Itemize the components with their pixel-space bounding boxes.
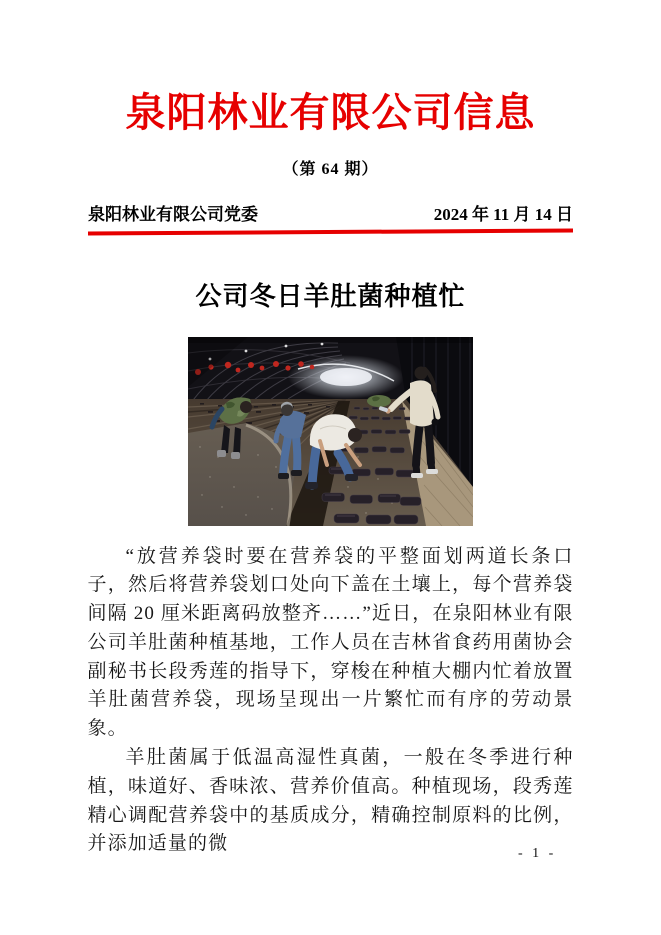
newsletter-header: [0, 0, 661, 234]
article-paragraph-2: 羊肚菌属于低温高湿性真菌，一般在冬季进行种植，味道好、香味浓、营养价值高。种植现场，段秀莲精心调配营养袋中的基质成分，精确控制原料的比例，并添加适量的微: [87, 747, 574, 855]
article-title: 公司冬日羊肚菌种植忙: [195, 281, 466, 311]
meta-row: [88, 200, 573, 225]
publish-date: 2024 年 11 月 14 日: [433, 205, 573, 224]
newsletter-title: 泉阳林业有限公司信息: [125, 90, 536, 135]
article-paragraph-1: “放营养袋时要在营养袋的平整面划两道长条口子，然后将营养袋划口处向下盖在土壤上，每个营养袋间隔 20 厘米距离码放整齐……”近日，在泉阳林业有限公司羊肚菌种植基地，工作人员在吉林省食药用菌协会副秘书长段秀莲的指导下，穿梭在种植大棚内忙着放置羊肚菌营养袋，现场呈现出一片繁忙而有序的劳动景象。: [87, 545, 574, 740]
worker-green-kneeling: [367, 395, 391, 407]
article-body: [88, 543, 574, 860]
article-photo: [188, 337, 473, 526]
issue-number: （第 64 期）: [282, 161, 379, 178]
header-divider-rule: [88, 229, 573, 235]
page-number: - 1 -: [518, 846, 557, 861]
publisher-name: 泉阳林业有限公司党委: [88, 205, 258, 224]
greenhouse-photo-scene: [188, 337, 473, 526]
